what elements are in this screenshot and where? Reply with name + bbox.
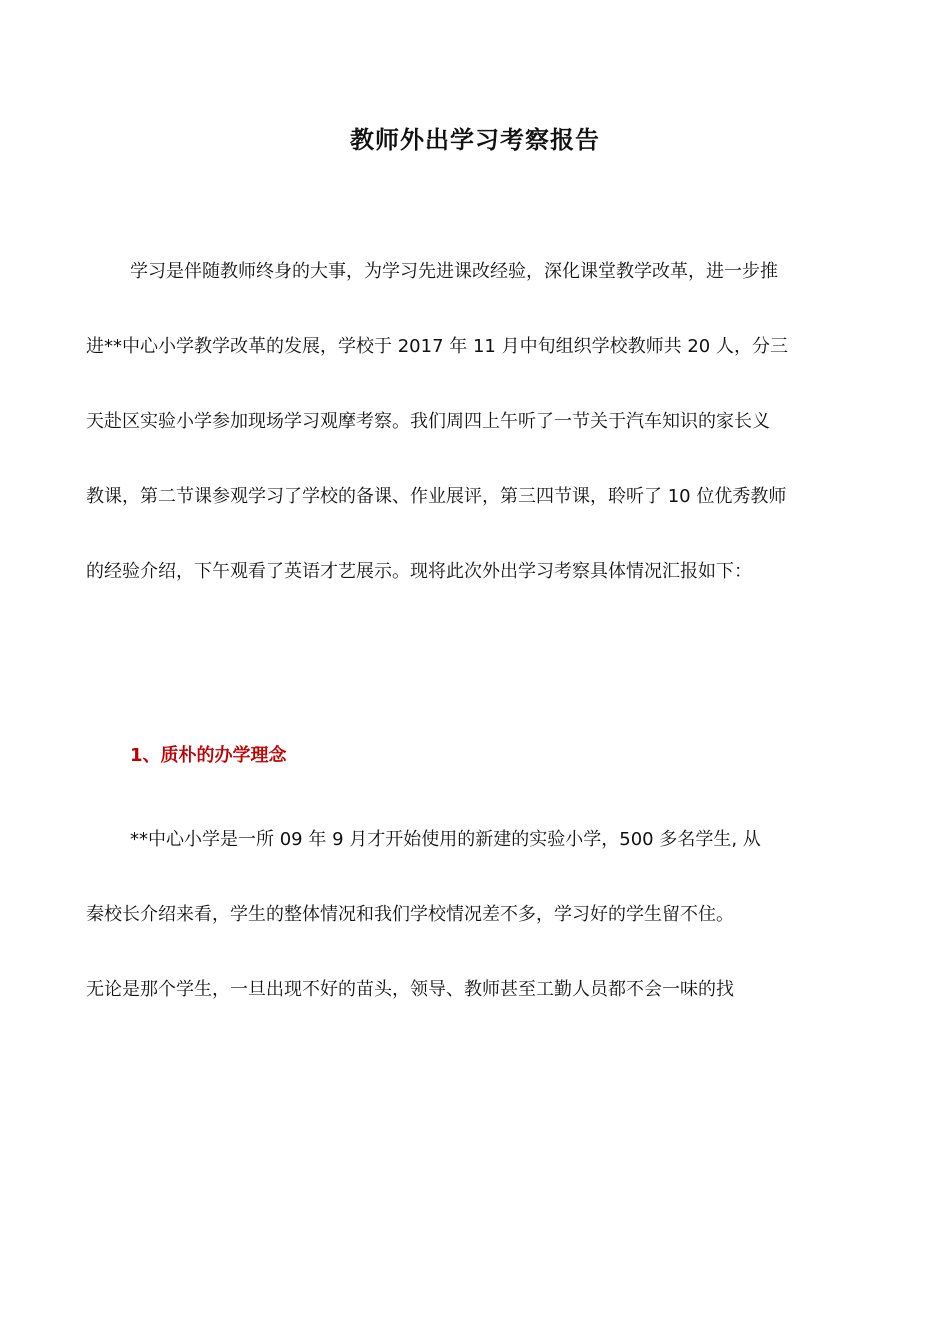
intro-line: 进**中心小学教学改革的发展，学校于 2017 年 11 月中旬组织学校教师共 20 人，分三 (86, 336, 788, 357)
intro-line: 教课，第二节课参观学习了学校的备课、作业展评，第三四节课，聆听了 10 位优秀教师 (86, 486, 787, 507)
section-paragraph (86, 802, 876, 1027)
intro-line: 的经验介绍，下午观看了英语才艺展示。现将此次外出学习考察具体情况汇报如下： (86, 561, 752, 582)
section-heading: 1、质朴的办学理念 (130, 745, 287, 766)
intro-paragraph (86, 234, 876, 609)
section-line: 无论是那个学生，一旦出现不好的苗头，领导、教师甚至工勤人员都不会一味的找 (86, 979, 734, 1000)
section-line: **中心小学是一所 09 年 9 月才开始使用的新建的实验小学，500 多名学生, 从 (130, 829, 761, 850)
intro-line: 天赴区实验小学参加现场学习观摩考察。我们周四上午听了一节关于汽车知识的家长义 (86, 411, 770, 432)
intro-line: 学习是伴随教师终身的大事，为学习先进课改经验，深化课堂教学改革，进一步推 (130, 261, 778, 282)
section-line: 秦校长介绍来看，学生的整体情况和我们学校情况差不多，学习好的学生留不住。 (86, 904, 734, 925)
document-title: 教师外出学习考察报告 (350, 126, 600, 154)
